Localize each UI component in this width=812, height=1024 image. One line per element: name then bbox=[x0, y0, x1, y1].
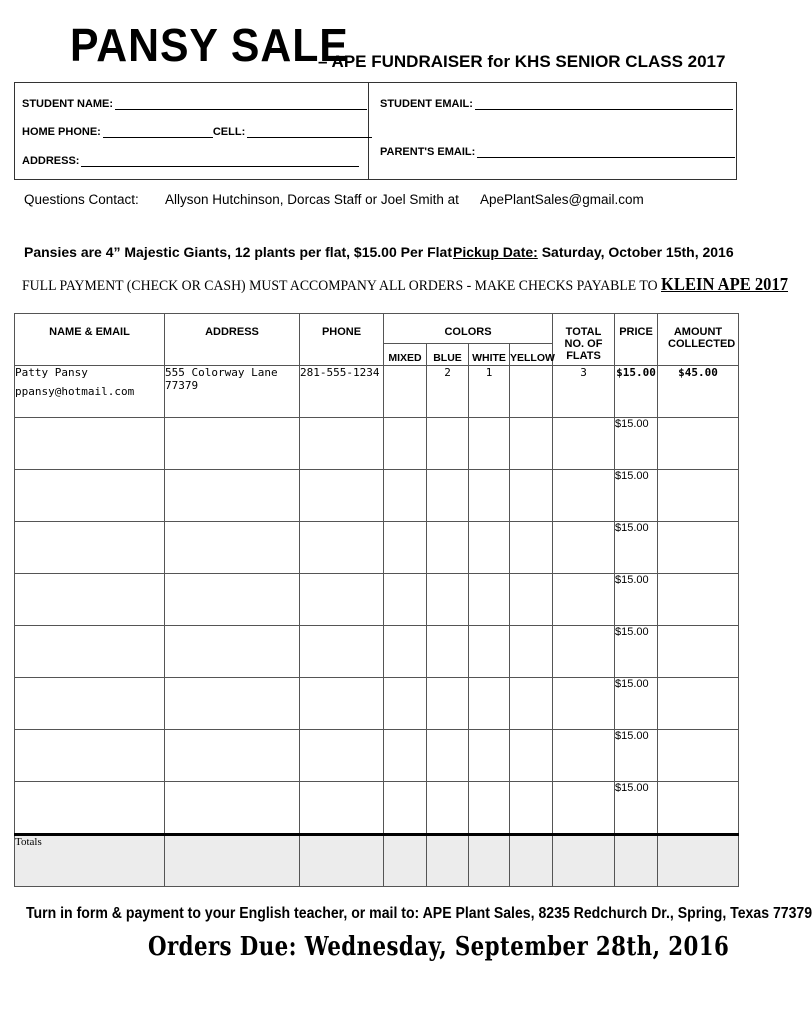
order-cell[interactable] bbox=[300, 418, 384, 470]
order-cell[interactable] bbox=[658, 678, 739, 730]
order-cell[interactable] bbox=[427, 470, 469, 522]
student-name-field[interactable] bbox=[115, 98, 367, 110]
header-address: ADDRESS bbox=[165, 314, 300, 366]
order-cell[interactable] bbox=[658, 574, 739, 626]
student-name-row bbox=[22, 98, 367, 110]
payment-instructions bbox=[22, 274, 788, 295]
pickup-row bbox=[453, 244, 734, 260]
order-row bbox=[15, 782, 739, 835]
order-cell[interactable] bbox=[15, 418, 165, 470]
order-cell[interactable] bbox=[15, 730, 165, 782]
parent-email-row bbox=[380, 146, 735, 158]
order-cell[interactable] bbox=[469, 470, 510, 522]
address-field[interactable] bbox=[81, 155, 359, 167]
student-name-label: STUDENT NAME: bbox=[22, 98, 114, 110]
student-email-field[interactable] bbox=[475, 98, 733, 110]
order-cell[interactable] bbox=[658, 730, 739, 782]
row-price: $15.00 bbox=[615, 574, 658, 626]
totals-cell bbox=[615, 835, 658, 887]
product-info: Pansies are 4” Majestic Giants, 12 plants per flat, $15.00 Per Flat bbox=[24, 244, 452, 260]
order-cell[interactable] bbox=[510, 782, 553, 835]
totals-cell[interactable] bbox=[553, 835, 615, 887]
order-cell[interactable] bbox=[553, 626, 615, 678]
order-cell[interactable] bbox=[165, 470, 300, 522]
order-cell[interactable] bbox=[553, 782, 615, 835]
example-address[interactable]: 555 Colorway Lane 77379 bbox=[165, 366, 300, 418]
home-phone-label: HOME PHONE: bbox=[22, 126, 101, 138]
order-cell[interactable] bbox=[553, 730, 615, 782]
totals-cell[interactable] bbox=[510, 835, 553, 887]
order-cell[interactable] bbox=[469, 522, 510, 574]
order-cell[interactable] bbox=[384, 626, 427, 678]
order-row bbox=[15, 730, 739, 782]
example-row bbox=[15, 366, 739, 418]
order-cell[interactable] bbox=[553, 678, 615, 730]
row-price: $15.00 bbox=[615, 470, 658, 522]
order-cell[interactable] bbox=[427, 678, 469, 730]
order-cell[interactable] bbox=[384, 574, 427, 626]
totals-cell bbox=[300, 835, 384, 887]
order-cell[interactable] bbox=[553, 522, 615, 574]
order-row bbox=[15, 626, 739, 678]
order-cell[interactable] bbox=[15, 626, 165, 678]
pickup-date: Saturday, October 15th, 2016 bbox=[541, 244, 734, 260]
order-cell[interactable] bbox=[510, 574, 553, 626]
header-amount: AMOUNT COLLECTED bbox=[658, 314, 739, 366]
order-cell[interactable] bbox=[427, 730, 469, 782]
order-cell[interactable] bbox=[300, 626, 384, 678]
order-cell[interactable] bbox=[165, 678, 300, 730]
example-mixed[interactable] bbox=[384, 366, 427, 418]
example-yellow[interactable] bbox=[510, 366, 553, 418]
totals-cell bbox=[165, 835, 300, 887]
header-colors: COLORS bbox=[384, 314, 553, 344]
header-name-email: NAME & EMAIL bbox=[15, 314, 165, 366]
order-cell[interactable] bbox=[427, 782, 469, 835]
order-cell[interactable] bbox=[510, 522, 553, 574]
order-row bbox=[15, 418, 739, 470]
row-price: $15.00 bbox=[615, 782, 658, 835]
order-cell[interactable] bbox=[384, 418, 427, 470]
row-price: $15.00 bbox=[615, 730, 658, 782]
order-cell[interactable] bbox=[384, 782, 427, 835]
order-cell[interactable] bbox=[658, 782, 739, 835]
payable-to: KLEIN APE 2017 bbox=[661, 274, 789, 294]
example-email: ppansy@hotmail.com bbox=[15, 385, 135, 398]
totals-row bbox=[15, 835, 739, 887]
order-row bbox=[15, 574, 739, 626]
order-cell[interactable] bbox=[300, 730, 384, 782]
order-cell[interactable] bbox=[15, 678, 165, 730]
order-cell[interactable] bbox=[300, 678, 384, 730]
turn-in-instructions: Turn in form & payment to your English teacher, or mail to: APE Plant Sales, 8235 Redchurch Dr., Spring, Texas 77379 bbox=[26, 905, 812, 922]
order-cell[interactable] bbox=[165, 730, 300, 782]
totals-cell[interactable] bbox=[469, 835, 510, 887]
totals-cell[interactable] bbox=[427, 835, 469, 887]
order-cell[interactable] bbox=[469, 730, 510, 782]
order-cell[interactable] bbox=[469, 418, 510, 470]
order-cell[interactable] bbox=[300, 522, 384, 574]
order-cell[interactable] bbox=[469, 782, 510, 835]
example-name: Patty Pansy bbox=[15, 366, 88, 379]
header-mixed: MIXED bbox=[384, 344, 427, 366]
page-title: PANSY SALE bbox=[70, 19, 349, 71]
order-cell[interactable] bbox=[510, 730, 553, 782]
order-cell[interactable] bbox=[427, 522, 469, 574]
order-cell[interactable] bbox=[384, 470, 427, 522]
cell-field[interactable] bbox=[247, 126, 372, 138]
order-cell[interactable] bbox=[510, 626, 553, 678]
order-cell[interactable] bbox=[300, 470, 384, 522]
home-phone-field[interactable] bbox=[103, 126, 213, 138]
contact-names: Allyson Hutchinson, Dorcas Staff or Joel Smith at bbox=[165, 192, 459, 207]
header-yellow: YELLOW bbox=[510, 344, 553, 366]
order-cell[interactable] bbox=[165, 782, 300, 835]
order-cell[interactable] bbox=[384, 730, 427, 782]
order-cell[interactable] bbox=[165, 522, 300, 574]
order-cell[interactable] bbox=[553, 470, 615, 522]
order-cell[interactable] bbox=[553, 418, 615, 470]
orders-table bbox=[14, 313, 739, 887]
row-price: $15.00 bbox=[615, 678, 658, 730]
payment-line: FULL PAYMENT (CHECK OR CASH) MUST ACCOMPANY ALL ORDERS - MAKE CHECKS PAYABLE TO bbox=[22, 278, 662, 294]
order-cell[interactable] bbox=[384, 678, 427, 730]
order-cell[interactable] bbox=[300, 782, 384, 835]
order-cell[interactable] bbox=[427, 418, 469, 470]
cell-label: CELL: bbox=[212, 126, 246, 138]
header-blue: BLUE bbox=[427, 344, 469, 366]
phone-row bbox=[22, 126, 372, 138]
order-cell[interactable] bbox=[658, 470, 739, 522]
order-cell[interactable] bbox=[469, 626, 510, 678]
student-email-row bbox=[380, 98, 733, 110]
order-row bbox=[15, 470, 739, 522]
order-cell[interactable] bbox=[165, 418, 300, 470]
order-cell[interactable] bbox=[427, 626, 469, 678]
order-cell[interactable] bbox=[165, 574, 300, 626]
contact-email: ApePlantSales@gmail.com bbox=[480, 192, 644, 207]
order-cell[interactable] bbox=[15, 470, 165, 522]
row-price: $15.00 bbox=[615, 626, 658, 678]
order-cell[interactable] bbox=[427, 574, 469, 626]
order-cell[interactable] bbox=[15, 782, 165, 835]
example-total[interactable]: 3 bbox=[553, 366, 615, 418]
page-subtitle: – APE FUNDRAISER for KHS SENIOR CLASS 2017 bbox=[318, 52, 726, 71]
pickup-label: Pickup Date: bbox=[453, 244, 538, 260]
address-label: ADDRESS: bbox=[22, 155, 80, 167]
parent-email-field[interactable] bbox=[477, 146, 735, 158]
example-price: $15.00 bbox=[615, 366, 658, 418]
order-row bbox=[15, 678, 739, 730]
order-cell[interactable] bbox=[658, 522, 739, 574]
order-cell[interactable] bbox=[469, 574, 510, 626]
example-name-email[interactable] bbox=[15, 366, 165, 418]
orders-due: Orders Due: Wednesday, September 28th, 2016 bbox=[148, 932, 730, 962]
order-cell[interactable] bbox=[384, 522, 427, 574]
address-row bbox=[22, 155, 359, 167]
order-cell[interactable] bbox=[300, 574, 384, 626]
order-cell[interactable] bbox=[469, 678, 510, 730]
order-cell[interactable] bbox=[553, 574, 615, 626]
example-white[interactable]: 1 bbox=[469, 366, 510, 418]
row-price: $15.00 bbox=[615, 522, 658, 574]
contact-label: Questions Contact: bbox=[24, 192, 139, 207]
example-phone[interactable]: 281-555-1234 bbox=[300, 366, 384, 418]
header-white: WHITE bbox=[469, 344, 510, 366]
example-blue[interactable]: 2 bbox=[427, 366, 469, 418]
order-cell[interactable] bbox=[658, 626, 739, 678]
row-price: $15.00 bbox=[615, 418, 658, 470]
order-cell[interactable] bbox=[658, 418, 739, 470]
order-cell[interactable] bbox=[510, 678, 553, 730]
student-email-label: STUDENT EMAIL: bbox=[380, 98, 473, 110]
order-cell[interactable] bbox=[15, 574, 165, 626]
header-total-flats: TOTAL NO. OF FLATS bbox=[553, 314, 615, 366]
totals-cell[interactable] bbox=[384, 835, 427, 887]
order-cell[interactable] bbox=[15, 522, 165, 574]
header-phone: PHONE bbox=[300, 314, 384, 366]
totals-cell[interactable] bbox=[658, 835, 739, 887]
order-row bbox=[15, 522, 739, 574]
order-cell[interactable] bbox=[510, 418, 553, 470]
totals-label: Totals bbox=[15, 835, 165, 887]
example-amount[interactable]: $45.00 bbox=[658, 366, 739, 418]
header-price: PRICE bbox=[615, 314, 658, 366]
parent-email-label: PARENT'S EMAIL: bbox=[380, 146, 476, 158]
order-cell[interactable] bbox=[165, 626, 300, 678]
order-cell[interactable] bbox=[510, 470, 553, 522]
